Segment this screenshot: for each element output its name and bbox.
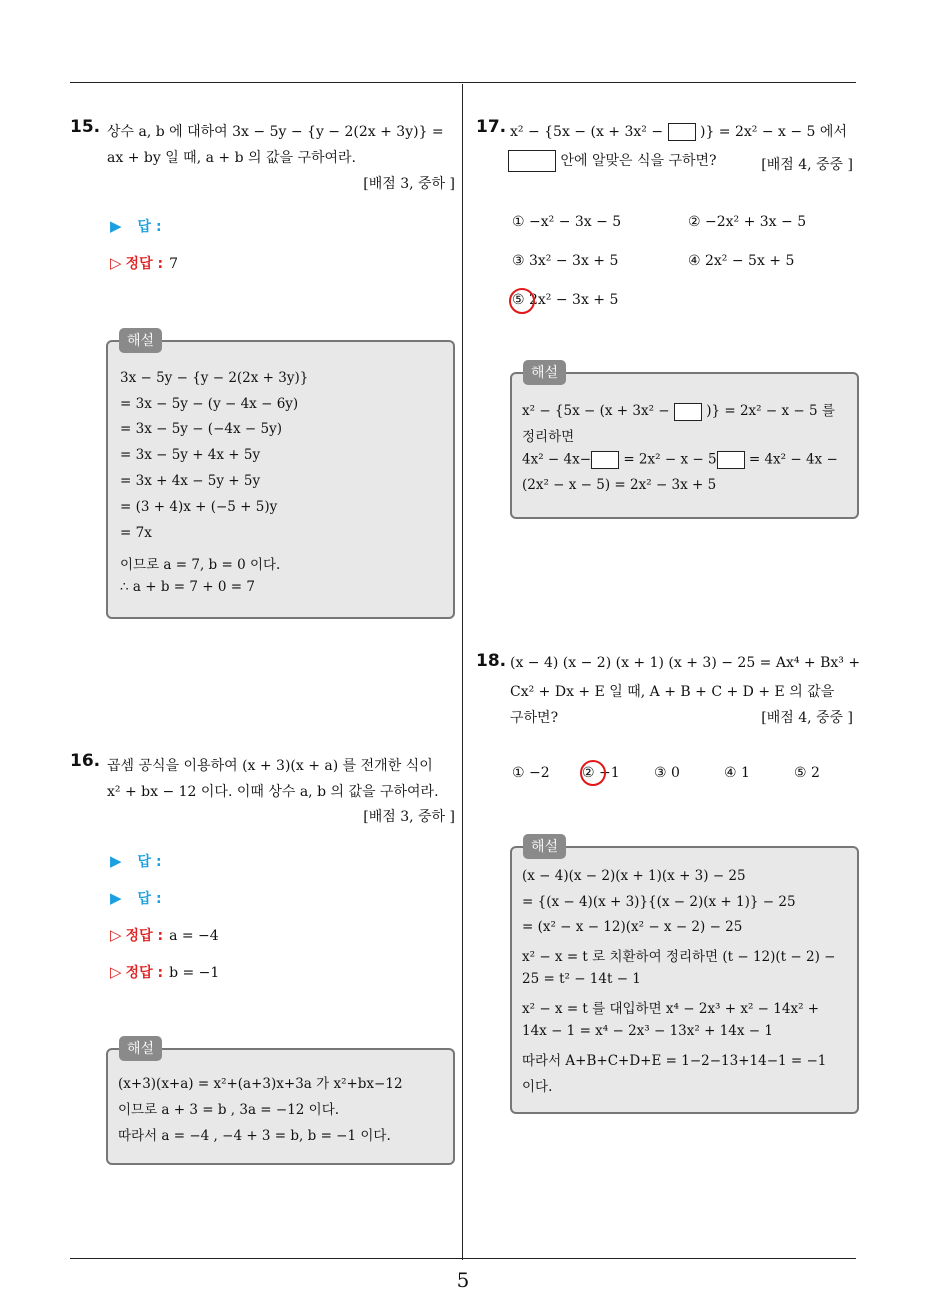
- solution-line: x² − x = t 를 대입하면 x⁴ − 2x³ + x² − 14x² +: [522, 1001, 820, 1017]
- solution-line: x² − x = t 로 치환하여 정리하면 (t − 12)(t − 2) −: [522, 949, 836, 965]
- answer-row[interactable]: [110, 888, 162, 908]
- selected-choice-circle-icon: [580, 760, 606, 786]
- correct-answer-row: [110, 925, 219, 945]
- solution-line: = (x² − x − 12)(x² − x − 2) − 25: [522, 919, 743, 935]
- blank-box: [668, 123, 696, 141]
- bottom-rule: [70, 1258, 856, 1259]
- correct-value: b = −1: [169, 965, 220, 981]
- question-text-line: 곱셈 공식을 이용하여 (x + 3)(x + a) 를 전개한 식이: [107, 758, 433, 774]
- play-triangle-icon: ▶: [110, 889, 122, 907]
- choice-4[interactable]: ④ 2x² − 5x + 5: [688, 253, 795, 269]
- answer-label: 답 :: [137, 219, 162, 235]
- top-rule: [70, 82, 856, 83]
- solution-line: (2x² − x − 5) = 2x² − 3x + 5: [522, 477, 717, 493]
- play-triangle-icon: ▶: [110, 852, 122, 870]
- solution-line: = 3x + 4x − 5y + 5y: [120, 473, 261, 489]
- question-number: 16.: [70, 751, 101, 771]
- question-text-line: 상수 a, b 에 대하여 3x − 5y − {y − 2(2x + 3y)} =: [107, 124, 444, 140]
- solution-box: [510, 372, 859, 519]
- correct-answer-row: [110, 962, 219, 982]
- question-number: 15.: [70, 117, 101, 137]
- solution-line: 25 = t² − 14t − 1: [522, 971, 641, 987]
- question-number: 18.: [476, 651, 507, 671]
- solution-line: 이므로 a = 7, b = 0 이다.: [120, 557, 281, 573]
- choice-4[interactable]: ④ 1: [724, 765, 750, 781]
- solution-tab: 해설: [523, 834, 566, 859]
- solution-tab: 해설: [119, 1036, 162, 1061]
- question-text-line: [508, 150, 717, 172]
- solution-line: = (3 + 4)x + (−5 + 5)y: [120, 499, 278, 515]
- selected-choice-circle-icon: [509, 288, 535, 314]
- solution-line: = 3x − 5y − (y − 4x − 6y): [120, 396, 299, 412]
- play-triangle-icon: ▶: [110, 217, 122, 235]
- solution-line: [522, 399, 835, 421]
- blank-box: [674, 403, 702, 421]
- blank-box: [591, 451, 619, 469]
- choice-3[interactable]: ③ 3x² − 3x + 5: [512, 253, 619, 269]
- correct-label: 정답 :: [125, 256, 164, 272]
- expr-part: 4x² − 4x−: [522, 451, 592, 468]
- solution-tab: 해설: [119, 328, 162, 353]
- solution-line: 14x − 1 = x⁴ − 2x³ − 13x² + 14x − 1: [522, 1023, 773, 1039]
- page-number: 5: [456, 1268, 470, 1292]
- solution-line: (x+3)(x+a) = x²+(a+3)x+3a 가 x²+bx−12: [118, 1076, 403, 1092]
- correct-value: a = −4: [169, 928, 219, 944]
- solution-line: 이므로 a + 3 = b , 3a = −12 이다.: [118, 1102, 340, 1118]
- blank-box: [508, 150, 556, 172]
- question-number: 17.: [476, 117, 507, 137]
- expr-part: )} = 2x² − x − 5 에서: [699, 124, 847, 140]
- choice-2[interactable]: ② −1: [582, 765, 620, 781]
- correct-label: 정답 :: [125, 928, 164, 944]
- solution-line: [522, 451, 838, 469]
- question-text-line: x² + bx − 12 이다. 이때 상수 a, b 의 값을 구하여라.: [107, 784, 439, 800]
- question-text-line: (x − 4) (x − 2) (x + 1) (x + 3) − 25 = Ax⁴ + Bx³ +: [510, 655, 861, 671]
- expr-part: x² − {5x − (x + 3x² −: [522, 403, 670, 419]
- score-meta: [배점 3, 중하 ]: [363, 176, 455, 192]
- solution-line: ∴ a + b = 7 + 0 = 7: [120, 579, 255, 595]
- solution-line: 따라서 a = −4 , −4 + 3 = b, b = −1 이다.: [118, 1128, 391, 1144]
- choice-5[interactable]: ⑤ 2: [794, 765, 820, 781]
- solution-line: = 3x − 5y − (−4x − 5y): [120, 421, 282, 437]
- outline-triangle-icon: ▷: [110, 963, 122, 981]
- choice-1[interactable]: ① −x² − 3x − 5: [512, 214, 622, 230]
- question-text-line: 구하면?: [510, 710, 559, 726]
- correct-label: 정답 :: [125, 965, 164, 981]
- score-meta: [배점 3, 중하 ]: [363, 809, 455, 825]
- answer-label: 답 :: [137, 854, 162, 870]
- answer-row[interactable]: [110, 851, 162, 871]
- expr-part: = 4x² − 4x −: [748, 451, 838, 468]
- question-text-line: Cx² + Dx + E 일 때, A + B + C + D + E 의 값을: [510, 684, 835, 700]
- correct-value: 7: [169, 256, 178, 272]
- expr-part: x² − {5x − (x + 3x² −: [510, 124, 664, 140]
- solution-line: 정리하면: [522, 429, 575, 445]
- question-text: 안에 알맞은 식을 구하면?: [560, 153, 717, 169]
- correct-answer-row: [110, 253, 178, 273]
- expr-part: = 2x² − x − 5: [623, 451, 717, 468]
- solution-line: 이다.: [522, 1079, 553, 1095]
- blank-box: [717, 451, 745, 469]
- solution-line: 3x − 5y − {y − 2(2x + 3y)}: [120, 370, 309, 386]
- choice-3[interactable]: ③ 0: [654, 765, 680, 781]
- expr-part: )} = 2x² − x − 5 를: [706, 403, 835, 419]
- answer-label: 답 :: [137, 891, 162, 907]
- outline-triangle-icon: ▷: [110, 926, 122, 944]
- solution-tab: 해설: [523, 360, 566, 385]
- score-meta: [배점 4, 중중 ]: [761, 710, 853, 726]
- solution-line: (x − 4)(x − 2)(x + 1)(x + 3) − 25: [522, 868, 746, 884]
- choice-1[interactable]: ① −2: [512, 765, 550, 781]
- column-divider: [462, 84, 463, 1260]
- outline-triangle-icon: ▷: [110, 254, 122, 272]
- choice-2[interactable]: ② −2x² + 3x − 5: [688, 214, 807, 230]
- answer-row[interactable]: [110, 216, 162, 236]
- question-text-line: ax + by 일 때, a + b 의 값을 구하여라.: [107, 150, 357, 166]
- question-text-line: [510, 121, 847, 141]
- solution-line: = 7x: [120, 525, 152, 541]
- solution-line: 따라서 A+B+C+D+E = 1−2−13+14−1 = −1: [522, 1053, 827, 1069]
- solution-line: = {(x − 4)(x + 3)}{(x − 2)(x + 1)} − 25: [522, 894, 796, 910]
- solution-line: = 3x − 5y + 4x + 5y: [120, 447, 261, 463]
- score-meta: [배점 4, 중중 ]: [761, 157, 853, 173]
- choice-5[interactable]: ⑤ 2x² − 3x + 5: [512, 292, 619, 308]
